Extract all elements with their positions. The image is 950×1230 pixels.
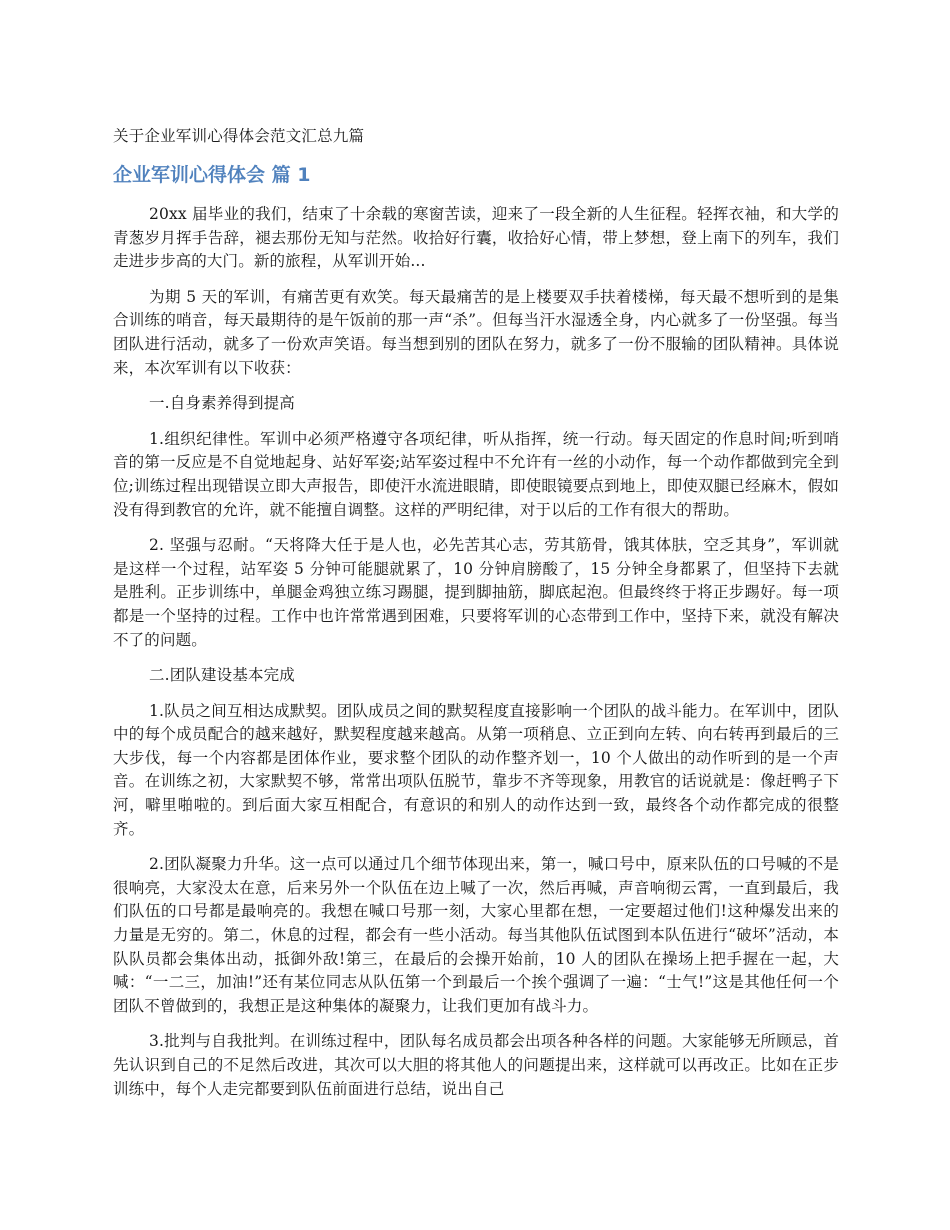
paragraph: 3.批判与自我批判。在训练过程中，团队每名成员都会出项各种各样的问题。大家能够无所顾忌，首先认识到自己的不足然后改进，其次可以大胆的将其他人的问题提出来，这样就可以再改正。比如在正步训练中，每个人走完都要到队伍前面进行总结，说出自己 xyxy=(113,1032,839,1098)
paragraph: 1.队员之间互相达成默契。团队成员之间的默契程度直接影响一个团队的战斗能力。在军训中，团队中的每个成员配合的越来越好，默契程度越来越高。从第一项稍息、立正到向左转、向右转再到最后的三大步伐，每一个内容都是团体作业，要求整个团队的动作整齐划一，10 个人做出的动作听到的是一个声音。在训练之初，大家默契不够，常常出项队伍脱节，靠步不齐等现象，用教官的话说就是：像赶鸭子下河，噼里啪啦的。到后面大家互相配合，有意识的和别人的动作达到一致，最终各个动作都完成的很整齐。 xyxy=(113,701,839,838)
paragraph: 2.团队凝聚力升华。这一点可以通过几个细节体现出来，第一，喊口号中，原来队伍的口号喊的不是很响亮，大家没太在意，后来另外一个队伍在边上喊了一次，然后再喊，声音响彻云霄，一直到最后，我们队伍的口号都是最响亮的。我想在喊口号那一刻，大家心里都在想，一定要超过他们!这种爆发出来的力量是无穷的。第二，休息的过程，都会有一些小活动。每当其他队伍试图到本队伍进行“破坏”活动，本队队员都会集体出动，抵御外敌!第三，在最后的会操开始前，10 人的团队在操场上把手握在一起，大喊：“一二三，加油!”还有某位同志从队伍第一个到最后一个挨个强调了一遍：“士气!”这是其他任何一个团队不曾做到的，我想正是这种集体的凝聚力，让我们更加有战斗力。 xyxy=(113,855,839,1015)
paragraph: 2. 坚强与忍耐。“天将降大任于是人也，必先苦其心志，劳其筋骨，饿其体肤，空乏其身”，军训就是这样一个过程，站军姿 5 分钟可能腿就累了，10 分钟肩膀酸了，15 分钟全身都累了，但坚持下去就是胜利。正步训练中，单腿金鸡独立练习踢腿，提到脚抽筋，脚底起泡。但最终终于将正步踢好。每一项都是一个坚持的过程。工作中也许常常遇到困难，只要将军训的心态带到工作中，坚持下来，就没有解决不了的问题。 xyxy=(113,536,839,649)
paragraph: 为期 5 天的军训，有痛苦更有欢笑。每天最痛苦的是上楼要双手扶着楼梯，每天最不想听到的是集合训练的哨音，每天最期待的是午饭前的那一声“杀”。但每当汗水湿透全身，内心就多了一份坚强。每当团队进行活动，就多了一份欢声笑语。每当想到别的团队在努力，就多了一份不服输的团队精神。具体说来，本次军训有以下收获： xyxy=(113,287,839,377)
paragraph: 1.组织纪律性。军训中必须严格遵守各项纪律，听从指挥，统一行动。每天固定的作息时间;听到哨音的第一反应是不自觉地起身、站好军姿;站军姿过程中不允许有一丝的小动作，每一个动作都做到完全到位;训练过程出现错误立即大声报告，即使汗水流进眼睛，即使眼镜要点到地上，即使双腿已经麻木，假如没有得到教官的允许，就不能擅自调整。这样的严明纪律，对于以后的工作有很大的帮助。 xyxy=(113,429,839,519)
subheading: 二.团队建设基本完成 xyxy=(149,666,295,685)
paragraph: 20xx 届毕业的我们，结束了十余载的寒窗苦读，迎来了一段全新的人生征程。轻挥衣袖，和大学的青葱岁月挥手告辞，褪去那份无知与茫然。收拾好行囊，收拾好心情，带上梦想，登上南下的列车，我们走进步步高的大门。新的旅程，从军训开始... xyxy=(113,205,839,271)
document-body xyxy=(113,203,839,1113)
section-heading: 企业军训心得体会 篇 1 xyxy=(113,164,311,186)
subheading: 一.自身素养得到提高 xyxy=(149,394,295,413)
document-title: 关于企业军训心得体会范文汇总九篇 xyxy=(113,127,365,145)
